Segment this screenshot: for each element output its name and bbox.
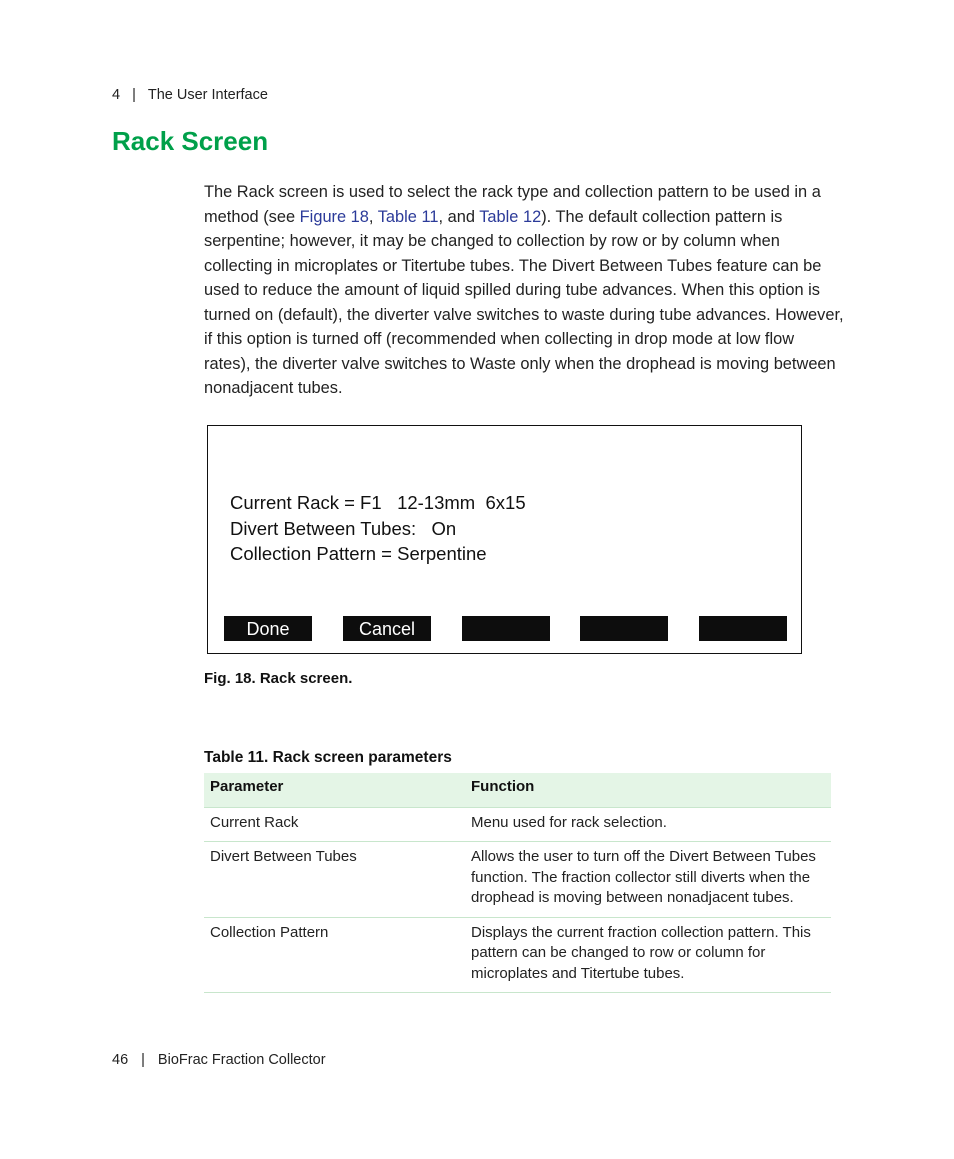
column-header-parameter: Parameter [204,773,465,807]
done-button[interactable]: Done [224,616,312,641]
body-text-part: ). The default collection pattern is serpentine; however, it may be changed to collection by row or by column when collecting in microplates or Titertube tubes. The Divert Between Tubes feature can be used to reduce the amount of liquid spilled during tube advances. When this option is turned on (default), the diverter valve switches to waste during tube advances. However, if this option is turned off (recommended when collecting in drop mode at low flow rates), the diverter valve switches to Waste only when the drophead is moving between nonadjacent tubes. [204,207,844,397]
table-row [204,842,831,918]
running-footer [112,1052,326,1068]
table-12-link[interactable]: Table 12 [479,207,542,226]
parameter-cell: Divert Between Tubes [204,842,465,918]
product-name: BioFrac Fraction Collector [157,1052,326,1068]
table-11-link[interactable]: Table 11 [377,207,439,226]
softkey-4-button[interactable] [580,616,668,641]
body-text-part: , [368,207,378,226]
table-row [204,917,831,993]
body-paragraph [204,180,844,401]
section-title: Rack Screen [112,126,269,156]
rack-screen-figure [207,425,802,654]
page-number: 46 [112,1052,129,1068]
body-text-part: , and [438,207,480,226]
softkey-3-button[interactable] [462,616,550,641]
function-cell: Menu used for rack selection. [465,807,831,842]
parameter-cell: Collection Pattern [204,917,465,993]
function-cell: Displays the current fraction collection pattern. This pattern can be changed to row or column for microplates and Titertube tubes. [465,917,831,993]
function-cell: Allows the user to turn off the Divert Between Tubes function. The fraction collector still diverts when the drophead is moving between nonadjacent tubes. [465,842,831,918]
rack-parameters-table [204,773,831,993]
header-separator: | [132,87,136,103]
collection-pattern-line: Collection Pattern = Serpentine [230,543,487,564]
running-header [112,87,268,103]
softkey-5-button[interactable] [699,616,787,641]
footer-separator: | [141,1052,145,1068]
body-text-part: The Rack screen is used to select the rack type and collection pattern to be used in a method (see [204,183,821,226]
current-rack-line: Current Rack = F1 12-13mm 6x15 [230,492,526,513]
parameter-cell: Current Rack [204,807,465,842]
table-title: Table 11. Rack screen parameters [204,749,452,766]
screen-text [230,490,526,567]
table-header-row [204,773,831,807]
figure-caption: Fig. 18. Rack screen. [204,670,353,687]
chapter-title: The User Interface [147,87,268,103]
column-header-function: Function [465,773,831,807]
cancel-button[interactable]: Cancel [343,616,431,641]
chapter-number: 4 [112,87,121,103]
figure-18-link[interactable]: Figure 18 [299,207,369,226]
divert-between-tubes-line: Divert Between Tubes: On [230,517,457,539]
table-row [204,807,831,842]
